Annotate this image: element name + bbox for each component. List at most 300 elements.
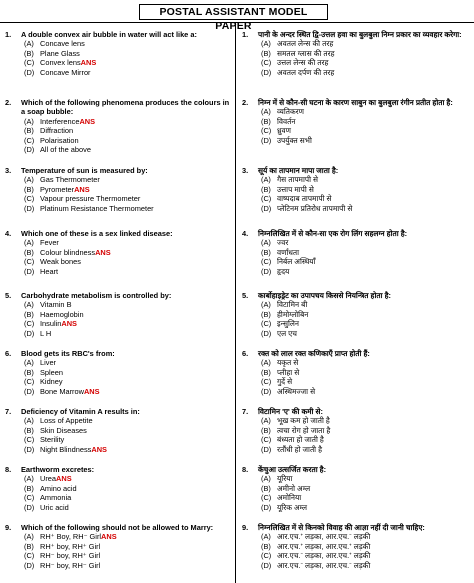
option-text: हृदय: [277, 266, 290, 276]
option-letter: (D): [261, 560, 272, 570]
header-divider: [0, 22, 474, 23]
question-text: Temperature of sun is measured by:: [21, 166, 148, 175]
question-stem: [5, 30, 231, 39]
option-letter: (A): [261, 416, 271, 426]
option-text: रतौंधी हो जाती है: [277, 444, 323, 454]
option-text: प्लेटिनम प्रतिरोध तापमापी से: [277, 203, 353, 213]
option-text: उत्ताप मापी से: [277, 184, 314, 194]
option-letter: (D): [261, 444, 272, 454]
question-text: Which of the following should not be allowed to Marry:: [21, 523, 214, 532]
option-row: [24, 561, 231, 570]
option-text: L H: [40, 328, 52, 338]
option-row: [261, 377, 468, 386]
option-letter: (A): [24, 116, 34, 126]
option-row: [24, 68, 231, 77]
option-row: [261, 493, 468, 502]
option-row: [24, 248, 231, 257]
option-row: [24, 532, 231, 541]
option-row: [24, 426, 231, 435]
question-number: 5.: [5, 291, 12, 300]
option-letter: (C): [261, 126, 272, 136]
option-row: [24, 310, 231, 319]
option-text: अवतल लेन्स की तरह: [277, 39, 334, 49]
option-text: Gas Thermometer: [40, 175, 100, 185]
options-list: [261, 358, 468, 396]
option-text: Insulin: [40, 319, 62, 329]
option-row: [24, 377, 231, 386]
option-letter: (C): [261, 194, 272, 204]
question-text: Which one of these is a sex linked disease:: [21, 229, 173, 238]
option-text: All of the above: [40, 145, 91, 155]
option-text: त्वचा रोग हो जाता है: [277, 425, 331, 435]
option-row: [261, 248, 468, 257]
option-row: [24, 387, 231, 396]
answer-marker: ANS: [79, 116, 96, 126]
options-list: [24, 175, 231, 213]
option-letter: (D): [24, 328, 35, 338]
option-text: आर.एच.⁻ लड़का, आर.एच.⁻ लड़की: [277, 560, 371, 570]
option-row: [24, 416, 231, 425]
question-block: [242, 166, 468, 213]
option-text: विटामिन बी: [277, 300, 308, 310]
option-row: [261, 445, 468, 454]
option-letter: (C): [24, 435, 35, 445]
option-text: Haemoglobin: [40, 309, 84, 319]
question-stem: [242, 166, 468, 175]
option-text: व्यतिकरण: [277, 107, 304, 117]
option-row: [24, 493, 231, 502]
option-letter: (C): [261, 257, 272, 267]
option-text: Polarisation: [40, 135, 79, 145]
option-letter: (A): [24, 300, 34, 310]
question-stem: [242, 465, 468, 474]
option-letter: (B): [24, 126, 34, 136]
question-stem: [5, 166, 231, 175]
option-text: प्लीहा से: [277, 367, 300, 377]
option-letter: (A): [261, 532, 271, 542]
option-row: [261, 542, 468, 551]
question-block: [242, 407, 468, 454]
option-text: Concave Mirror: [40, 67, 91, 77]
option-text: RH⁺ boy, RH⁺ Girl: [40, 541, 101, 551]
question-stem: [5, 407, 231, 416]
question-stem: [242, 407, 468, 416]
option-text: Loss of Appetite: [40, 416, 93, 426]
option-row: [261, 39, 468, 48]
question-stem: [5, 523, 231, 532]
option-text: RH⁻ boy, RH⁺ Girl: [40, 551, 101, 561]
option-row: [24, 136, 231, 145]
question-block: [242, 229, 468, 276]
option-letter: (C): [261, 377, 272, 387]
option-text: आर.एच.⁻ लड़का, आर.एच.⁺ लड़की: [277, 551, 371, 561]
option-letter: (C): [24, 58, 35, 68]
option-letter: (C): [261, 551, 272, 561]
option-letter: (D): [24, 560, 35, 570]
options-list: [24, 300, 231, 338]
question-block: [5, 291, 231, 338]
question-number: 7.: [5, 407, 12, 416]
option-text: अमोनिया: [277, 493, 302, 503]
options-list: [24, 474, 231, 512]
question-block: [242, 291, 468, 338]
option-row: [24, 185, 231, 194]
answer-marker: ANS: [80, 58, 97, 68]
option-row: [261, 484, 468, 493]
option-row: [261, 267, 468, 276]
option-letter: (B): [261, 184, 271, 194]
option-letter: (D): [24, 67, 35, 77]
option-row: [261, 257, 468, 266]
option-text: Bone Marrow: [40, 386, 84, 396]
option-row: [261, 175, 468, 184]
option-letter: (B): [24, 483, 34, 493]
option-row: [24, 175, 231, 184]
options-list: [24, 358, 231, 396]
option-row: [24, 474, 231, 483]
options-list: [261, 474, 468, 512]
question-stem: [242, 349, 468, 358]
option-letter: (B): [24, 425, 34, 435]
option-letter: (B): [261, 541, 271, 551]
option-row: [24, 551, 231, 560]
option-letter: (D): [261, 203, 272, 213]
question-block: [5, 229, 231, 276]
option-letter: (C): [261, 493, 272, 503]
option-row: [261, 561, 468, 570]
option-text: बंध्यता हो जाती है: [277, 435, 324, 445]
option-letter: (D): [261, 67, 272, 77]
option-text: ज्वर: [277, 238, 289, 248]
answer-marker: ANS: [91, 444, 107, 454]
option-letter: (B): [261, 48, 271, 58]
question-text: रक्त को लाल रक्त कणिकाएँ प्राप्त होती हैं:: [258, 349, 370, 358]
options-list: [261, 300, 468, 338]
question-number: 1.: [5, 30, 12, 39]
option-letter: (A): [261, 175, 271, 185]
question-number: 3.: [5, 166, 12, 175]
option-row: [261, 368, 468, 377]
option-text: हीमोग्लोबिन: [277, 309, 309, 319]
option-row: [261, 194, 468, 203]
option-row: [261, 310, 468, 319]
question-block: [5, 523, 231, 570]
question-text: Carbohydrate metabolism is controlled by:: [21, 291, 172, 300]
option-row: [24, 257, 231, 266]
option-row: [24, 267, 231, 276]
option-text: यूरिक अम्ल: [277, 502, 308, 512]
question-stem: [242, 291, 468, 300]
option-row: [24, 503, 231, 512]
question-number: 7.: [242, 407, 249, 416]
option-letter: (D): [261, 386, 272, 396]
option-letter: (B): [24, 541, 34, 551]
option-letter: (A): [24, 39, 34, 49]
question-text: A double convex air bubble in water will act like a:: [21, 30, 197, 39]
option-letter: (D): [24, 502, 35, 512]
option-row: [261, 68, 468, 77]
options-list: [261, 532, 468, 570]
option-row: [24, 300, 231, 309]
option-text: Amino acid: [40, 483, 77, 493]
question-text: कार्बोहाइड्रेट का उपापचय किससे नियन्त्रित होता है:: [258, 291, 391, 300]
option-row: [261, 117, 468, 126]
option-text: Fever: [40, 238, 59, 248]
option-letter: (C): [24, 551, 35, 561]
option-row: [24, 126, 231, 135]
answer-marker: ANS: [101, 532, 117, 542]
option-letter: (D): [24, 203, 35, 213]
option-text: Kidney: [40, 377, 63, 387]
option-letter: (A): [261, 107, 271, 117]
option-letter: (A): [24, 474, 34, 484]
options-list: [261, 238, 468, 276]
option-letter: (D): [24, 386, 35, 396]
question-number: 3.: [242, 166, 249, 175]
option-row: [24, 319, 231, 328]
option-text: वर्णांधता: [277, 247, 300, 257]
option-letter: (C): [261, 435, 272, 445]
question-block: [5, 166, 231, 213]
option-letter: (C): [24, 257, 35, 267]
option-row: [24, 204, 231, 213]
option-row: [261, 474, 468, 483]
option-text: Skin Diseases: [40, 425, 87, 435]
question-block: [242, 523, 468, 570]
question-stem: [5, 98, 231, 117]
option-letter: (B): [24, 247, 34, 257]
option-row: [24, 484, 231, 493]
option-row: [261, 49, 468, 58]
option-text: Plane Glass: [40, 48, 80, 58]
option-text: ध्रुवण: [277, 126, 291, 136]
option-row: [261, 300, 468, 309]
question-number: 2.: [242, 98, 249, 107]
option-row: [24, 39, 231, 48]
option-letter: (A): [261, 238, 271, 248]
option-letter: (C): [261, 319, 272, 329]
option-row: [24, 542, 231, 551]
page-title: POSTAL ASSISTANT MODEL PAPER: [139, 4, 328, 20]
question-number: 8.: [5, 465, 12, 474]
option-letter: (A): [261, 39, 271, 49]
column-divider: [235, 22, 236, 583]
option-row: [261, 238, 468, 247]
question-number: 9.: [242, 523, 249, 532]
option-row: [24, 49, 231, 58]
option-letter: (A): [24, 416, 34, 426]
question-stem: [242, 229, 468, 238]
option-text: अस्थिमज्जा से: [277, 386, 316, 396]
option-text: अवतल दर्पण की तरह: [277, 67, 335, 77]
question-number: 4.: [5, 229, 12, 238]
option-letter: (A): [261, 300, 271, 310]
answer-marker: ANS: [83, 386, 100, 396]
option-letter: (C): [24, 377, 35, 387]
options-list: [24, 117, 231, 155]
option-letter: (B): [24, 309, 34, 319]
option-text: Platinum Resistance Thermometer: [40, 203, 154, 213]
question-text: केंचुआ उत्सर्जित करता है:: [258, 465, 327, 474]
option-text: Interference: [40, 116, 80, 126]
option-text: Liver: [40, 358, 57, 368]
answer-marker: ANS: [74, 184, 90, 194]
question-text: Blood gets its RBC's from:: [21, 349, 115, 358]
question-number: 8.: [242, 465, 249, 474]
option-row: [261, 358, 468, 367]
option-text: Concave lens: [40, 39, 85, 49]
option-text: वाष्पदाब तापमापी से: [277, 194, 332, 204]
answer-marker: ANS: [95, 247, 111, 257]
option-text: गैस तापमापी से: [277, 175, 319, 185]
question-stem: [5, 465, 231, 474]
option-row: [261, 136, 468, 145]
option-letter: (D): [24, 444, 35, 454]
question-number: 2.: [5, 98, 12, 107]
answer-marker: ANS: [61, 319, 77, 329]
option-letter: (B): [261, 309, 271, 319]
option-letter: (A): [24, 238, 34, 248]
option-row: [261, 126, 468, 135]
option-row: [24, 368, 231, 377]
option-letter: (A): [24, 175, 34, 185]
question-number: 9.: [5, 523, 12, 532]
option-letter: (C): [24, 493, 35, 503]
option-letter: (D): [261, 135, 272, 145]
options-list: [261, 416, 468, 454]
options-list: [24, 39, 231, 77]
option-row: [24, 435, 231, 444]
option-row: [24, 145, 231, 154]
option-letter: (C): [24, 135, 35, 145]
option-text: Uric acid: [40, 502, 69, 512]
option-text: RH⁻ boy, RH⁻ Girl: [40, 560, 101, 570]
option-row: [24, 329, 231, 338]
option-text: आर.एच.⁺ लड़का, आर.एच.⁺ लड़की: [277, 541, 371, 551]
option-row: [24, 58, 231, 67]
option-letter: (A): [24, 532, 34, 542]
question-stem: [242, 30, 468, 39]
question-block: [242, 465, 468, 512]
question-stem: [5, 349, 231, 358]
question-block: [242, 30, 468, 77]
option-row: [24, 238, 231, 247]
option-text: निर्बल अस्थियाँ: [277, 257, 316, 267]
option-text: Vitamin B: [40, 300, 72, 310]
option-row: [24, 194, 231, 203]
question-text: पानी के अन्दर स्थित द्वि-उत्तल हवा का बुलबुला निम्न प्रकार का व्यवहार करेगा:: [258, 30, 462, 39]
option-letter: (D): [24, 145, 35, 155]
option-text: Night Blindness: [40, 444, 92, 454]
option-text: Ammonia: [40, 493, 72, 503]
option-row: [261, 58, 468, 67]
question-text: निम्नलिखित में से कौन-सा एक रोग लिंग सहलग्न होता है:: [258, 229, 408, 238]
question-number: 1.: [242, 30, 249, 39]
option-letter: (D): [261, 502, 272, 512]
option-text: RH⁺ Boy, RH⁻ Girl: [40, 532, 102, 542]
question-text: निम्नलिखित में से किनको विवाह की आज्ञा नहीं दी जानी चाहिए:: [258, 523, 425, 532]
question-block: [242, 349, 468, 396]
option-letter: (B): [24, 48, 34, 58]
option-letter: (B): [261, 367, 271, 377]
question-text: Deficiency of Vitamin A results in:: [21, 407, 140, 416]
question-block: [242, 98, 468, 145]
option-row: [261, 185, 468, 194]
option-letter: (B): [261, 116, 271, 126]
option-row: [261, 107, 468, 116]
option-text: उत्तल लेन्स की तरह: [277, 58, 329, 68]
question-number: 6.: [5, 349, 12, 358]
option-letter: (B): [261, 247, 271, 257]
question-stem: [5, 229, 231, 238]
option-text: अमीनो अम्ल: [277, 483, 311, 493]
option-text: गुर्दे से: [277, 377, 293, 387]
option-row: [261, 387, 468, 396]
question-text: Earthworm excretes:: [21, 465, 95, 474]
option-letter: (B): [261, 483, 271, 493]
option-row: [261, 435, 468, 444]
option-text: Heart: [40, 266, 59, 276]
option-text: यूरिया: [277, 474, 293, 484]
question-text: विटामिन 'ए' की कमी से:: [258, 407, 323, 416]
option-text: भूख कम हो जाती है: [277, 416, 330, 426]
option-row: [261, 503, 468, 512]
option-letter: (D): [261, 266, 272, 276]
option-letter: (C): [24, 194, 35, 204]
option-text: Spleen: [40, 367, 64, 377]
option-letter: (C): [261, 58, 272, 68]
option-letter: (A): [24, 358, 34, 368]
option-text: यकृत से: [277, 358, 299, 368]
option-text: Convex lens: [40, 58, 81, 68]
option-letter: (D): [24, 266, 35, 276]
question-number: 4.: [242, 229, 249, 238]
option-row: [261, 551, 468, 560]
answer-marker: ANS: [56, 474, 72, 484]
option-text: Colour blindness: [40, 247, 96, 257]
option-letter: (A): [261, 474, 271, 484]
options-list: [24, 238, 231, 276]
question-stem: [5, 291, 231, 300]
question-number: 5.: [242, 291, 249, 300]
question-text: निम्न में से कौन-सी घटना के कारण साबुन का बुलबुला रंगीन प्रतीत होता है:: [258, 98, 453, 107]
option-row: [261, 416, 468, 425]
options-list: [261, 107, 468, 145]
options-list: [261, 175, 468, 213]
option-text: उपर्युक्त सभी: [277, 135, 312, 145]
question-text: Which of the following phenomena produces the colours in a soap bubble:: [21, 98, 230, 117]
option-row: [24, 117, 231, 126]
option-text: आर.एच.⁺ लड़का, आर.एच.⁻ लड़की: [277, 532, 371, 542]
option-text: एल एच: [277, 328, 297, 338]
option-text: Pyrometer: [40, 184, 75, 194]
option-letter: (B): [24, 184, 34, 194]
question-text: सूर्य का तापमान मापा जाता है:: [258, 166, 339, 175]
option-text: Urea: [40, 474, 57, 484]
option-row: [261, 426, 468, 435]
question-stem: [242, 98, 468, 107]
options-list: [24, 532, 231, 570]
question-block: [5, 349, 231, 396]
option-text: समतल ग्लास की तरह: [277, 48, 335, 58]
option-row: [261, 319, 468, 328]
option-row: [261, 204, 468, 213]
option-text: Vapour pressure Thermometer: [40, 194, 141, 204]
options-list: [24, 416, 231, 454]
option-row: [24, 358, 231, 367]
option-text: विवर्तन: [277, 116, 296, 126]
option-row: [261, 532, 468, 541]
